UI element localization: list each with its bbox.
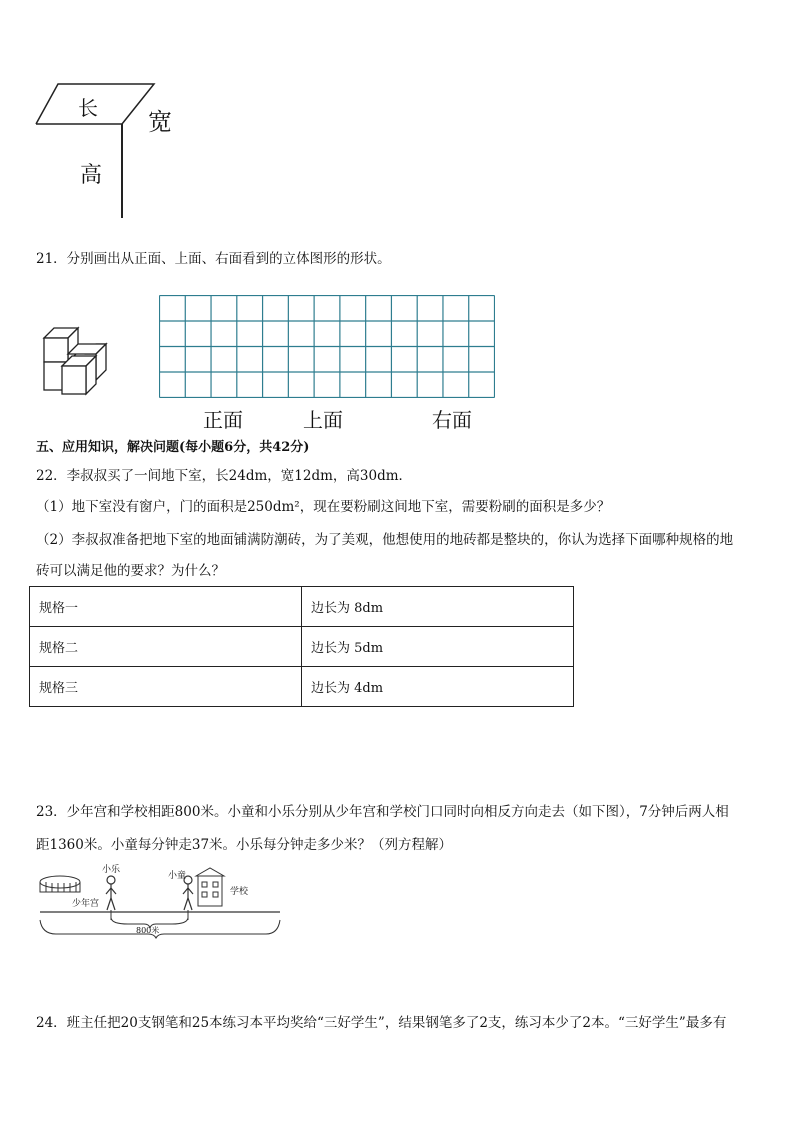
- q22-part2-line2: 砖可以满足他的要求？为什么？: [36, 563, 225, 579]
- q22-part1: （1）地下室没有窗户，门的面积是250dm²，现在要粉刷这间地下室，需要粉刷的面积是多少？: [36, 499, 611, 515]
- label-top: 上面: [303, 408, 343, 432]
- walking-figure: [36, 862, 286, 942]
- drawing-grid: [159, 295, 494, 397]
- school-label: 学校: [230, 887, 249, 897]
- box-dimension-figure: [30, 78, 190, 223]
- cube-stack-figure: [38, 322, 114, 398]
- spec-size: 边长为 8dm: [302, 587, 574, 627]
- grid-lines: [159, 295, 495, 398]
- q23-line1: 23．少年宫和学校相距800米。小童和小乐分别从少年宫和学校门口同时向相反方向走去（如下图），7分钟后两人相: [36, 804, 729, 820]
- tile-spec-table: [29, 586, 574, 707]
- width-label: 宽: [148, 108, 172, 136]
- table-row: [30, 667, 574, 707]
- q22-text: 22．李叔叔买了一间地下室，长24dm，宽12dm，高30dm．: [36, 468, 413, 484]
- spec-size: 边长为 4dm: [302, 667, 574, 707]
- table-row: [30, 587, 574, 627]
- section5-heading: 五、应用知识，解决问题(每小题6分，共42分): [36, 440, 310, 455]
- cube-stack-drawing: [38, 322, 114, 398]
- label-front: 正面: [203, 408, 243, 432]
- xiaole-label: 小乐: [102, 865, 121, 875]
- q23-line2: 距1360米。小童每分钟走37米。小乐每分钟走多少米？（列方程解）: [36, 837, 453, 853]
- spec-name: 规格三: [30, 667, 302, 707]
- xiaotong-label: 小童: [168, 871, 187, 881]
- length-label: 长: [78, 96, 98, 120]
- spec-size: 边长为 5dm: [302, 627, 574, 667]
- q21-text: 21．分别画出从正面、上面、右面看到的立体图形的形状。: [36, 251, 391, 267]
- height-label: 高: [80, 163, 103, 188]
- palace-label: 少年宫: [72, 899, 100, 909]
- q22-part2-line1: （2）李叔叔准备把地下室的地面铺满防潮砖，为了美观，他想使用的地砖都是整块的，你认为选择下面哪种规格的地: [36, 532, 734, 548]
- spec-name: 规格一: [30, 587, 302, 627]
- distance-label: 800米: [136, 926, 160, 935]
- q24-line1: 24．班主任把20支钢笔和25本练习本平均奖给“三好学生”，结果钢笔多了2支，练习本少了2本。“三好学生”最多有: [36, 1015, 727, 1031]
- box-outline-drawing: [30, 78, 190, 223]
- label-right: 右面: [432, 408, 472, 432]
- spec-name: 规格二: [30, 627, 302, 667]
- table-row: [30, 627, 574, 667]
